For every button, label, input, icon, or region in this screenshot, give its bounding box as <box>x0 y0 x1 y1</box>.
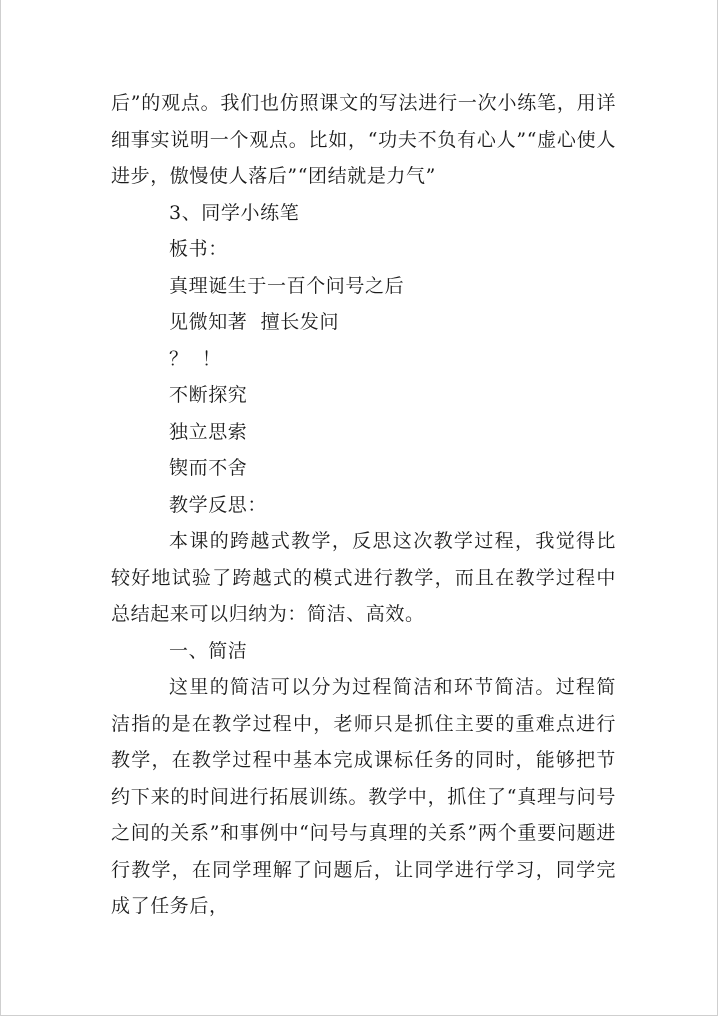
paragraph-continuation: 后”的观点。我们也仿照课文的写法进行一次小练笔，用详细事实说明一个观点。比如，“功夫不负有心人”“虚心使人进步，傲慢使人落后”“团结就是力气” <box>111 92 616 187</box>
blackboard-line-marks: ？ ！ <box>169 347 222 370</box>
blackboard-line-persist: 锲而不舍 <box>169 457 248 479</box>
blackboard-label: 板书： <box>169 238 228 260</box>
section-heading-practice: 3、同学小练笔 <box>169 201 300 224</box>
section-heading-concise: 一、简洁 <box>169 639 248 662</box>
reflection-paragraph: 本课的跨越式教学，反思这次教学过程，我觉得比较好地试验了跨越式的模式进行教学，而且在教学过程中总结起来可以归纳为：简洁、高效。 <box>111 530 616 625</box>
blackboard-line-keywords: 见微知著 擅长发问 <box>169 311 340 333</box>
blackboard-line-title: 真理诞生于一百个问号之后 <box>169 274 405 297</box>
blackboard-line-explore: 不断探究 <box>169 384 248 406</box>
blackboard-line-think: 独立思索 <box>169 420 248 443</box>
reflection-heading: 教学反思： <box>169 493 268 516</box>
concise-paragraph: 这里的简洁可以分为过程简洁和环节简洁。过程简洁指的是在教学过程中，老师只是抓住主要的重难点进行教学，在教学过程中基本完成课标任务的同时，能够把节约下来的时间进行拓展训练。教学中，抓住了“真理与问号之间的关系”和事例中“问号与真理的关系”两个重要问题进行教学，在同学理解了问题后，让同学进行学习，同学完成了任务后， <box>111 676 616 917</box>
document-body <box>111 85 616 925</box>
